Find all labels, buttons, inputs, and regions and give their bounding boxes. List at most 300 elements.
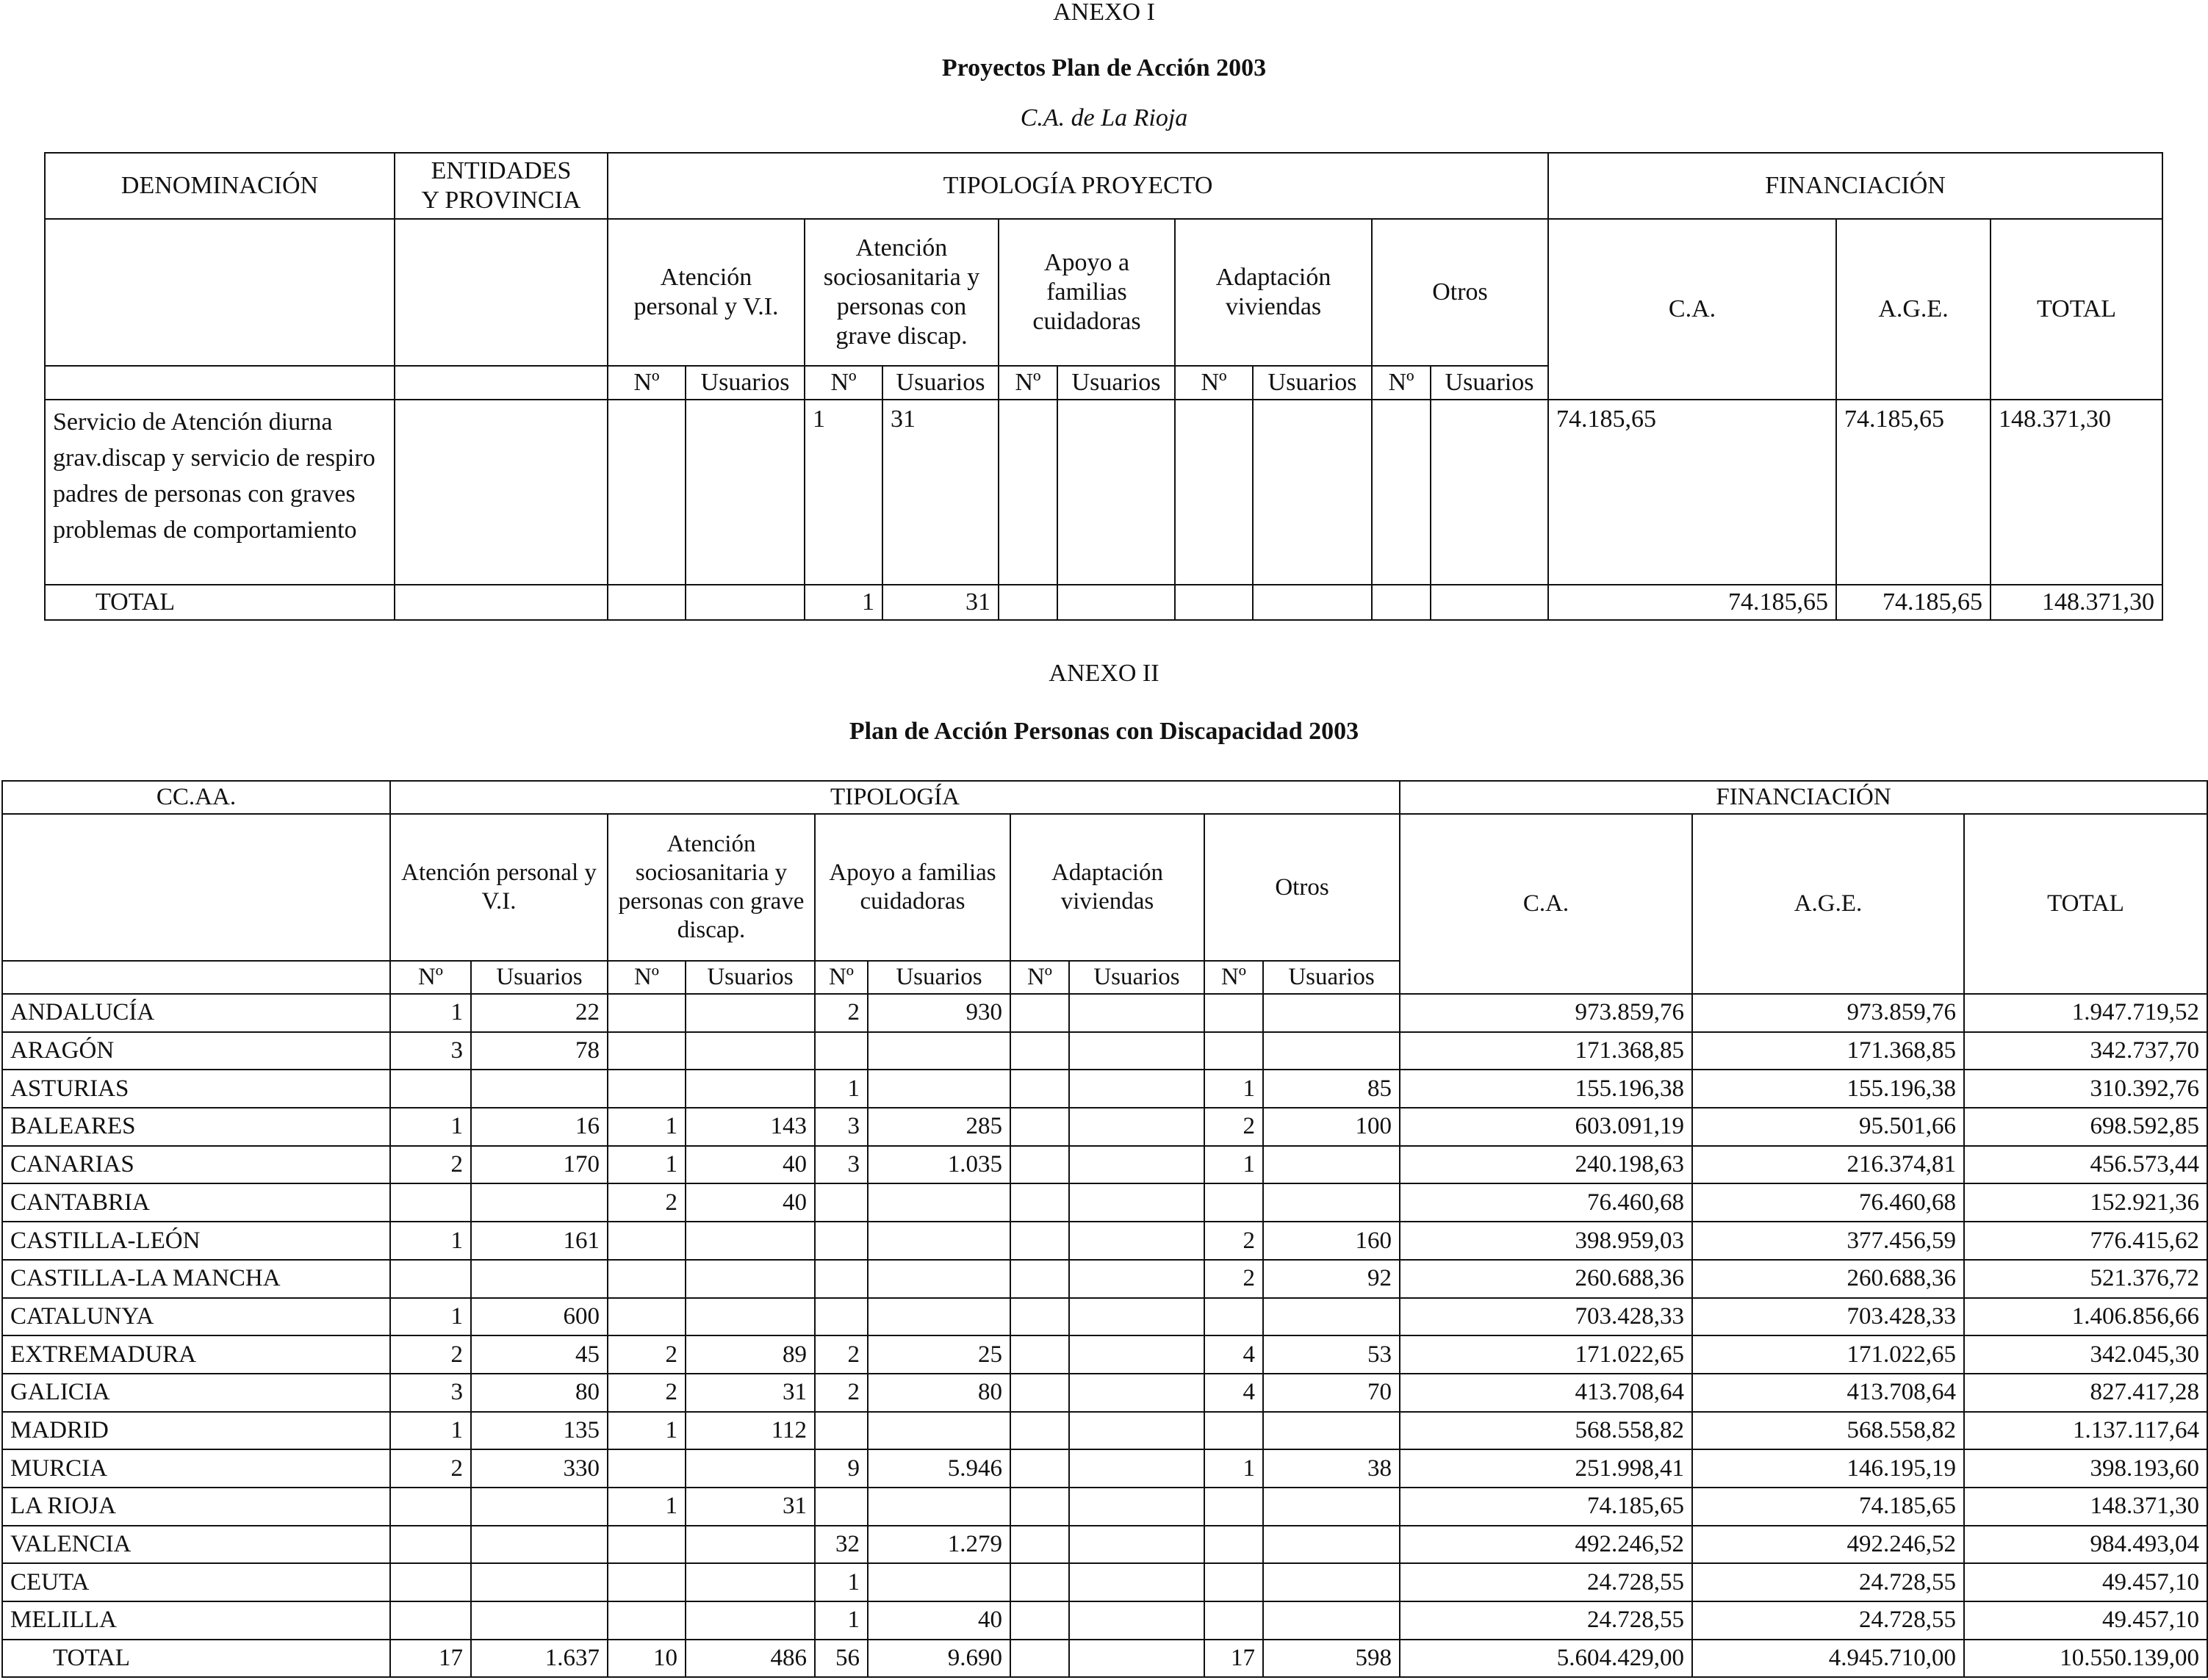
header-ccaa: CC.AA. <box>2 781 390 814</box>
cell-ca: 603.091,19 <box>1400 1108 1692 1146</box>
cell-ca: 171.022,65 <box>1400 1335 1692 1374</box>
header-ca: C.A. <box>1400 814 1692 994</box>
cell-c3n <box>815 1222 868 1260</box>
header-cat5: Otros <box>1372 219 1548 366</box>
cell-c5n <box>1204 1412 1263 1450</box>
cell-total: 984.493,04 <box>1964 1526 2207 1564</box>
cell-c1n: 2 <box>390 1449 471 1488</box>
cell-c1n <box>390 1526 471 1564</box>
cell-c2u <box>686 1563 815 1601</box>
cell-c1u: 1.637 <box>471 1640 608 1678</box>
total-label: TOTAL <box>45 585 395 620</box>
cell-empty <box>1057 585 1175 620</box>
cell-c1n <box>390 1488 471 1526</box>
cell-c1u: 330 <box>471 1449 608 1488</box>
cell-c4n <box>1010 1222 1069 1260</box>
cell-ca: 703.428,33 <box>1400 1298 1692 1336</box>
cell-c2n <box>608 1526 686 1564</box>
annex2-table <box>1 780 2208 1678</box>
header-blank <box>45 366 395 400</box>
header-usuarios: Usuarios <box>1057 366 1175 400</box>
cell-c5n: 2 <box>1204 1260 1263 1298</box>
cell-total: 342.737,70 <box>1964 1032 2207 1070</box>
cell-age: 95.501,66 <box>1692 1108 1964 1146</box>
cell-c2u <box>686 1222 815 1260</box>
cell-c4n <box>1010 1146 1069 1184</box>
cell-c3u: 1.035 <box>868 1146 1010 1184</box>
cell-c1n: 2 <box>390 1335 471 1374</box>
region-name: MELILLA <box>2 1601 390 1640</box>
cell-c2u <box>686 1260 815 1298</box>
cell-c4n <box>1010 1640 1069 1678</box>
cell-c3u <box>868 1298 1010 1336</box>
cell-c3n <box>815 1260 868 1298</box>
cell-c2n: 2 <box>608 1335 686 1374</box>
cell-total: 1.137.117,64 <box>1964 1412 2207 1450</box>
header-total: TOTAL <box>1991 219 2162 400</box>
cell-c3n: 3 <box>815 1108 868 1146</box>
cell-c3u: 5.946 <box>868 1449 1010 1488</box>
header-usuarios: Usuarios <box>882 366 999 400</box>
cell-total: 827.417,28 <box>1964 1374 2207 1412</box>
annex1-title: Proyectos Plan de Acción 2003 <box>941 54 1267 82</box>
region-name: VALENCIA <box>2 1526 390 1564</box>
cell-c3n: 2 <box>815 1374 868 1412</box>
cell-empty <box>686 585 805 620</box>
cell-c3u <box>868 1032 1010 1070</box>
cell-c4u <box>1069 1563 1204 1601</box>
header-n: Nº <box>390 961 471 994</box>
table-row <box>2 1601 2207 1640</box>
cell-ca: 413.708,64 <box>1400 1374 1692 1412</box>
cell-c5n <box>1204 1488 1263 1526</box>
cell-c2u: 31 <box>686 1374 815 1412</box>
cell-age: 146.195,19 <box>1692 1449 1964 1488</box>
table-row <box>2 1222 2207 1260</box>
table-row <box>2 1108 2207 1146</box>
cell-c2u <box>686 1449 815 1488</box>
cell-c2u: 89 <box>686 1335 815 1374</box>
cell-c4u <box>1069 1449 1204 1488</box>
header-cat4: Adaptación viviendas <box>1175 219 1372 366</box>
cell-c5u <box>1263 1183 1400 1222</box>
cell-c4n <box>1010 1488 1069 1526</box>
cell-c3n <box>815 1412 868 1450</box>
project-ca: 74.185,65 <box>1548 400 1836 585</box>
cell-c2u <box>686 1601 815 1640</box>
cell-c5u <box>1263 1488 1400 1526</box>
header-age: A.G.E. <box>1692 814 1964 994</box>
cell-age: 4.945.710,00 <box>1692 1640 1964 1678</box>
cell-c2u: 112 <box>686 1412 815 1450</box>
cell-age: 24.728,55 <box>1692 1563 1964 1601</box>
cell-empty <box>1431 585 1548 620</box>
cell-c3n <box>815 1183 868 1222</box>
region-name: MADRID <box>2 1412 390 1450</box>
cell-c4n <box>1010 1335 1069 1374</box>
cell-c5n <box>1204 994 1263 1032</box>
cell-c5u <box>1263 1601 1400 1640</box>
cell-c3u <box>868 1070 1010 1108</box>
cell-c2u <box>686 1526 815 1564</box>
cell-c5u: 38 <box>1263 1449 1400 1488</box>
cell-c3u: 9.690 <box>868 1640 1010 1678</box>
table-row <box>2 1412 2207 1450</box>
header-tipologia-proyecto: TIPOLOGÍA PROYECTO <box>608 153 1548 219</box>
cell-c5u: 85 <box>1263 1070 1400 1108</box>
cell-c3n <box>815 1298 868 1336</box>
header-usuarios: Usuarios <box>686 961 815 994</box>
region-name: MURCIA <box>2 1449 390 1488</box>
cell-c1u <box>471 1183 608 1222</box>
cell-c4u <box>1069 1374 1204 1412</box>
cell-c1n <box>390 1260 471 1298</box>
cell-c5u: 53 <box>1263 1335 1400 1374</box>
cell-empty <box>1253 400 1372 585</box>
cell-c4n <box>1010 1374 1069 1412</box>
cell-c2u: 40 <box>686 1183 815 1222</box>
cell-c1u: 135 <box>471 1412 608 1450</box>
cell-ca: 251.998,41 <box>1400 1449 1692 1488</box>
project-c2-n: 1 <box>805 400 882 585</box>
header-financiacion: FINANCIACIÓN <box>1400 781 2207 814</box>
header-n: Nº <box>608 366 686 400</box>
cell-c4u <box>1069 1032 1204 1070</box>
table-row <box>2 1374 2207 1412</box>
cell-empty <box>1057 400 1175 585</box>
cell-age: 703.428,33 <box>1692 1298 1964 1336</box>
header-tipologia: TIPOLOGÍA <box>390 781 1400 814</box>
region-name: ANDALUCÍA <box>2 994 390 1032</box>
cell-ca: 24.728,55 <box>1400 1601 1692 1640</box>
header-blank <box>45 219 395 366</box>
cell-c4u <box>1069 1070 1204 1108</box>
cell-total: 49.457,10 <box>1964 1563 2207 1601</box>
header-blank <box>395 219 608 366</box>
cell-c3n: 1 <box>815 1563 868 1601</box>
cell-ca: 973.859,76 <box>1400 994 1692 1032</box>
header-usuarios: Usuarios <box>471 961 608 994</box>
cell-ca: 171.368,85 <box>1400 1032 1692 1070</box>
cell-c5n: 2 <box>1204 1108 1263 1146</box>
cell-c2n: 1 <box>608 1488 686 1526</box>
region-name: EXTREMADURA <box>2 1335 390 1374</box>
cell-age: 973.859,76 <box>1692 994 1964 1032</box>
cell-c3n: 56 <box>815 1640 868 1678</box>
cell-c1n <box>390 1563 471 1601</box>
header-usuarios: Usuarios <box>1069 961 1204 994</box>
cell-c5u: 160 <box>1263 1222 1400 1260</box>
table-row <box>2 1260 2207 1298</box>
project-denominacion: Servicio de Atención diurna grav.discap y servicio de respiro padres de personas con graves problemas de comportamiento <box>45 400 395 585</box>
total-age: 74.185,65 <box>1836 585 1991 620</box>
cell-ca: 155.196,38 <box>1400 1070 1692 1108</box>
total-total: 148.371,30 <box>1991 585 2162 620</box>
cell-c2n: 10 <box>608 1640 686 1678</box>
cell-age: 413.708,64 <box>1692 1374 1964 1412</box>
cell-c4n <box>1010 1412 1069 1450</box>
cell-c3n: 1 <box>815 1070 868 1108</box>
header-n: Nº <box>1175 366 1253 400</box>
header-ca: C.A. <box>1548 219 1836 400</box>
region-name: ARAGÓN <box>2 1032 390 1070</box>
region-name: CANTABRIA <box>2 1183 390 1222</box>
cell-c3n: 32 <box>815 1526 868 1564</box>
cell-c3u <box>868 1412 1010 1450</box>
cell-total: 456.573,44 <box>1964 1146 2207 1184</box>
cell-age: 260.688,36 <box>1692 1260 1964 1298</box>
cell-c2n <box>608 1032 686 1070</box>
table-row <box>2 1183 2207 1222</box>
cell-total: 152.921,36 <box>1964 1183 2207 1222</box>
table-row <box>2 1032 2207 1070</box>
cell-total: 1.947.719,52 <box>1964 994 2207 1032</box>
header-usuarios: Usuarios <box>1431 366 1548 400</box>
cell-c2n: 1 <box>608 1146 686 1184</box>
header-blank <box>395 366 608 400</box>
cell-c5u: 100 <box>1263 1108 1400 1146</box>
cell-ca: 74.185,65 <box>1400 1488 1692 1526</box>
cell-c4u <box>1069 1146 1204 1184</box>
cell-c2u: 40 <box>686 1146 815 1184</box>
cell-c3u: 40 <box>868 1601 1010 1640</box>
cell-c3u: 930 <box>868 994 1010 1032</box>
annex2-title: Plan de Acción Personas con Discapacidad 2003 <box>849 718 1359 745</box>
header-n: Nº <box>815 961 868 994</box>
cell-empty <box>1372 585 1431 620</box>
cell-c5u <box>1263 994 1400 1032</box>
cell-c5n: 1 <box>1204 1449 1263 1488</box>
cell-c4u <box>1069 1335 1204 1374</box>
cell-c2n <box>608 1222 686 1260</box>
cell-c2u <box>686 1032 815 1070</box>
cell-c5u <box>1263 1412 1400 1450</box>
cell-c1n: 2 <box>390 1146 471 1184</box>
cell-age: 74.185,65 <box>1692 1488 1964 1526</box>
cell-c3u: 285 <box>868 1108 1010 1146</box>
region-name: LA RIOJA <box>2 1488 390 1526</box>
table-row <box>2 1070 2207 1108</box>
cell-c2n <box>608 1070 686 1108</box>
cell-age: 492.246,52 <box>1692 1526 1964 1564</box>
cell-c3n: 2 <box>815 994 868 1032</box>
cell-ca: 5.604.429,00 <box>1400 1640 1692 1678</box>
cell-c2n: 1 <box>608 1108 686 1146</box>
header-n: Nº <box>999 366 1057 400</box>
cell-c3n: 1 <box>815 1601 868 1640</box>
cell-c5n <box>1204 1601 1263 1640</box>
header-n: Nº <box>608 961 686 994</box>
cell-c2n <box>608 1563 686 1601</box>
cell-c1u <box>471 1488 608 1526</box>
cell-age: 76.460,68 <box>1692 1183 1964 1222</box>
cell-c4u <box>1069 1526 1204 1564</box>
cell-c1n: 1 <box>390 1412 471 1450</box>
table-row <box>2 1146 2207 1184</box>
cell-ca: 76.460,68 <box>1400 1183 1692 1222</box>
cell-c5u <box>1263 1032 1400 1070</box>
cell-age: 171.022,65 <box>1692 1335 1964 1374</box>
header-entidades-line2: Y PROVINCIA <box>421 187 581 214</box>
cell-age: 568.558,82 <box>1692 1412 1964 1450</box>
cell-c1u <box>471 1260 608 1298</box>
cell-c5n <box>1204 1032 1263 1070</box>
total-row <box>2 1640 2207 1678</box>
table-row <box>45 400 2162 585</box>
cell-c3u <box>868 1563 1010 1601</box>
annex1-label: ANEXO I <box>1053 0 1155 26</box>
cell-total: 10.550.139,00 <box>1964 1640 2207 1678</box>
cell-ca: 260.688,36 <box>1400 1260 1692 1298</box>
region-name: CEUTA <box>2 1563 390 1601</box>
cell-c4u <box>1069 1108 1204 1146</box>
cell-total: 148.371,30 <box>1964 1488 2207 1526</box>
header-cat3: Apoyo a familias cuidadoras <box>815 814 1010 961</box>
cell-empty <box>608 585 686 620</box>
cell-total: 698.592,85 <box>1964 1108 2207 1146</box>
cell-c1n <box>390 1070 471 1108</box>
total-ca: 74.185,65 <box>1548 585 1836 620</box>
cell-total: 342.045,30 <box>1964 1335 2207 1374</box>
header-usuarios: Usuarios <box>1263 961 1400 994</box>
cell-c5n <box>1204 1183 1263 1222</box>
header-n: Nº <box>1010 961 1069 994</box>
cell-c1n: 1 <box>390 1298 471 1336</box>
region-name: CATALUNYA <box>2 1298 390 1336</box>
table-row <box>2 1526 2207 1564</box>
cell-c4u <box>1069 1488 1204 1526</box>
cell-c1n: 1 <box>390 994 471 1032</box>
cell-c5u <box>1263 1146 1400 1184</box>
cell-c2u: 486 <box>686 1640 815 1678</box>
cell-c4n <box>1010 1601 1069 1640</box>
header-usuarios: Usuarios <box>1253 366 1372 400</box>
cell-c1n: 3 <box>390 1374 471 1412</box>
cell-c1u: 45 <box>471 1335 608 1374</box>
cell-c3u <box>868 1488 1010 1526</box>
total-c2-n: 1 <box>805 585 882 620</box>
cell-c3u: 80 <box>868 1374 1010 1412</box>
header-blank <box>2 961 390 994</box>
cell-total: 776.415,62 <box>1964 1222 2207 1260</box>
cell-c2u <box>686 994 815 1032</box>
cell-c2n <box>608 1601 686 1640</box>
cell-c1u <box>471 1563 608 1601</box>
total-c2-usuarios: 31 <box>882 585 999 620</box>
cell-total: 398.193,60 <box>1964 1449 2207 1488</box>
cell-c5n: 1 <box>1204 1146 1263 1184</box>
cell-age: 216.374,81 <box>1692 1146 1964 1184</box>
annex1-subtitle: C.A. de La Rioja <box>1020 104 1188 131</box>
cell-c4n <box>1010 994 1069 1032</box>
region-name: ASTURIAS <box>2 1070 390 1108</box>
cell-c1u: 80 <box>471 1374 608 1412</box>
cell-c5u <box>1263 1563 1400 1601</box>
cell-c5u: 70 <box>1263 1374 1400 1412</box>
cell-c4n <box>1010 1563 1069 1601</box>
cell-c5n: 2 <box>1204 1222 1263 1260</box>
annex1-table <box>44 152 2163 621</box>
cell-c4u <box>1069 1183 1204 1222</box>
project-age: 74.185,65 <box>1836 400 1991 585</box>
cell-c3u <box>868 1222 1010 1260</box>
header-cat1: Atención personal y V.I. <box>390 814 608 961</box>
cell-c1u: 22 <box>471 994 608 1032</box>
header-cat2: Atención sociosanitaria y personas con grave discap. <box>805 219 999 366</box>
header-cat5: Otros <box>1204 814 1400 961</box>
header-cat2: Atención sociosanitaria y personas con grave discap. <box>608 814 815 961</box>
cell-c3u: 25 <box>868 1335 1010 1374</box>
project-c2-usuarios: 31 <box>882 400 999 585</box>
cell-empty <box>395 585 608 620</box>
cell-c5n: 1 <box>1204 1070 1263 1108</box>
cell-c3u: 1.279 <box>868 1526 1010 1564</box>
cell-empty <box>1253 585 1372 620</box>
annex2-label: ANEXO II <box>1049 660 1159 687</box>
cell-c5n <box>1204 1526 1263 1564</box>
region-name: CASTILLA-LEÓN <box>2 1222 390 1260</box>
cell-c5u: 92 <box>1263 1260 1400 1298</box>
cell-c2u: 143 <box>686 1108 815 1146</box>
cell-c5n: 4 <box>1204 1374 1263 1412</box>
cell-c2n: 2 <box>608 1183 686 1222</box>
cell-c4n <box>1010 1526 1069 1564</box>
cell-ca: 24.728,55 <box>1400 1563 1692 1601</box>
project-entidades <box>395 400 608 585</box>
project-total: 148.371,30 <box>1991 400 2162 585</box>
cell-ca: 568.558,82 <box>1400 1412 1692 1450</box>
cell-age: 171.368,85 <box>1692 1032 1964 1070</box>
cell-empty <box>999 400 1057 585</box>
header-entidades-line1: ENTIDADES <box>431 156 572 184</box>
cell-c1u: 161 <box>471 1222 608 1260</box>
region-name: GALICIA <box>2 1374 390 1412</box>
header-entidades <box>395 153 608 219</box>
header-total: TOTAL <box>1964 814 2207 994</box>
header-financiacion: FINANCIACIÓN <box>1548 153 2162 219</box>
cell-empty <box>686 400 805 585</box>
cell-c3n: 2 <box>815 1335 868 1374</box>
cell-empty <box>1431 400 1548 585</box>
cell-c1u: 170 <box>471 1146 608 1184</box>
cell-c4n <box>1010 1260 1069 1298</box>
cell-c2u: 31 <box>686 1488 815 1526</box>
cell-c1u: 16 <box>471 1108 608 1146</box>
header-age: A.G.E. <box>1836 219 1991 400</box>
cell-c5n: 4 <box>1204 1335 1263 1374</box>
cell-c4n <box>1010 1183 1069 1222</box>
cell-c3n <box>815 1032 868 1070</box>
cell-c1n: 1 <box>390 1222 471 1260</box>
cell-c1n: 1 <box>390 1108 471 1146</box>
cell-c1u <box>471 1601 608 1640</box>
cell-c4u <box>1069 994 1204 1032</box>
cell-c2n <box>608 1260 686 1298</box>
cell-c4n <box>1010 1108 1069 1146</box>
cell-c4n <box>1010 1449 1069 1488</box>
cell-empty <box>1372 400 1431 585</box>
cell-total: 49.457,10 <box>1964 1601 2207 1640</box>
cell-age: 155.196,38 <box>1692 1070 1964 1108</box>
cell-c1n <box>390 1183 471 1222</box>
cell-c2n <box>608 1449 686 1488</box>
cell-empty <box>608 400 686 585</box>
cell-c1n: 3 <box>390 1032 471 1070</box>
header-denominacion: DENOMINACIÓN <box>45 153 395 219</box>
header-cat4: Adaptación viviendas <box>1010 814 1204 961</box>
cell-c1u <box>471 1070 608 1108</box>
table-row <box>2 1298 2207 1336</box>
